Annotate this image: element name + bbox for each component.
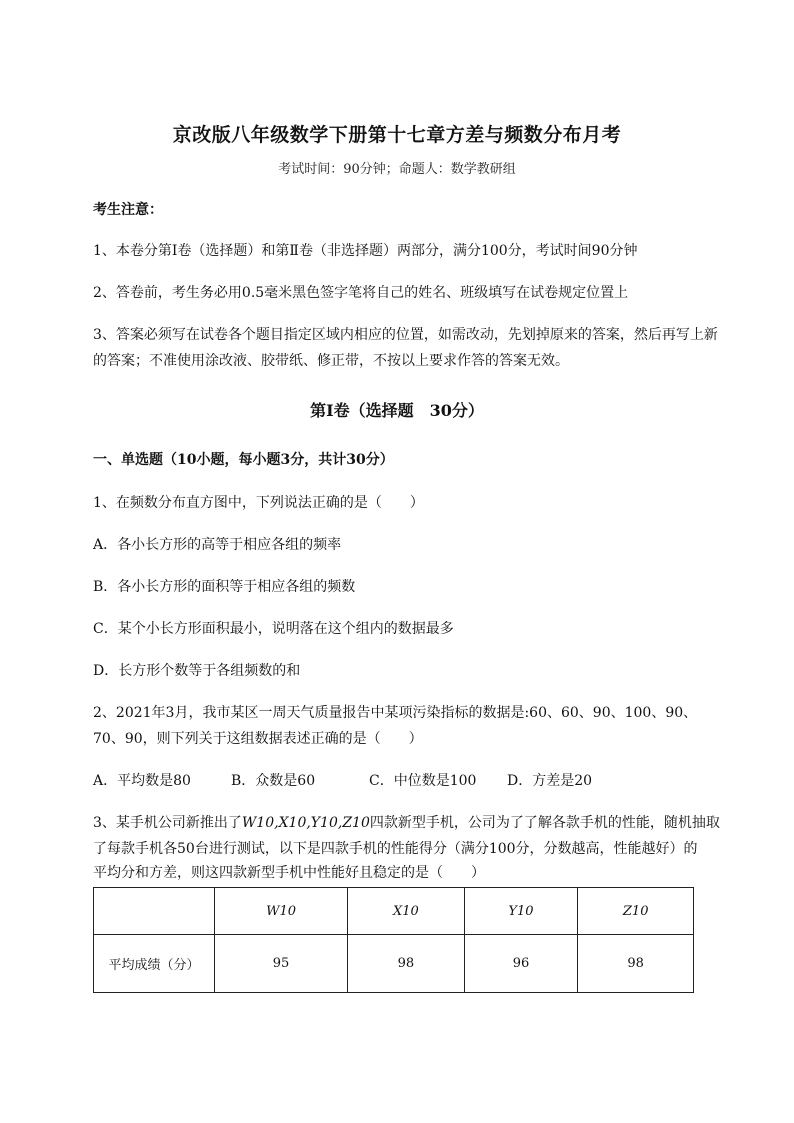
notice-heading: 考生注意： <box>93 202 163 218</box>
q1-option-b: B．各小长方形的面积等于相应各组的频数 <box>93 579 356 595</box>
q2-options <box>93 768 592 794</box>
table-cell: 95 <box>215 935 348 993</box>
q3-stem-suffix: 四款新型手机，公司为了了解各款手机的性能，随机抽取 <box>369 815 720 831</box>
table-header-cell: W10 <box>215 888 348 935</box>
q3-stem-models: W10,X10,Y10,Z10 <box>241 815 370 831</box>
table-header-cell <box>94 888 215 935</box>
section-title: 第I卷（选择题 30分） <box>310 401 484 420</box>
exam-title: 京改版八年级数学下册第十七章方差与频数分布月考 <box>172 124 622 146</box>
table-row-label: 平均成绩（分） <box>94 935 215 993</box>
q3-stem-line2: 了每款手机各50台进行测试，以下是四款手机的性能得分（满分100分，分数越高，性能越好）的 <box>93 841 698 857</box>
q3-score-table <box>93 887 694 993</box>
q3-stem-prefix: 3、某手机公司新推出了 <box>93 815 242 831</box>
table-cell: 98 <box>578 935 694 993</box>
table-header-cell: Y10 <box>464 888 578 935</box>
table-cell: 96 <box>464 935 578 993</box>
q2-option-c: C．中位数是100 <box>369 773 477 789</box>
q2-option-b: B．众数是60 <box>231 773 316 789</box>
exam-subtitle: 考试时间：90分钟；命题人：数学教研组 <box>278 162 516 177</box>
table-header-cell: Z10 <box>578 888 694 935</box>
q1-option-a: A．各小长方形的高等于相应各组的频率 <box>93 537 342 553</box>
table-row <box>94 935 694 993</box>
notice-item-3: 3、答案必须写在试卷各个题目指定区域内相应的位置，如需改动，先划掉原来的答案，然后再写上新 <box>93 327 718 343</box>
table-header-cell: X10 <box>348 888 464 935</box>
q2-stem-line2: 70、90，则下列关于这组数据表述正确的是（ ） <box>93 731 423 747</box>
q1-stem: 1、在频数分布直方图中，下列说法正确的是（ ） <box>93 495 424 511</box>
notice-item-1: 1、本卷分第I卷（选择题）和第Ⅱ卷（非选择题）两部分，满分100分，考试时间90分钟 <box>93 243 638 259</box>
table-cell: 98 <box>348 935 464 993</box>
q3-stem-line1 <box>93 810 733 836</box>
notice-item-2: 2、答卷前，考生务必用0.5毫米黑色签字笔将自己的姓名、班级填写在试卷规定位置上 <box>93 285 629 301</box>
table-header-row <box>94 888 694 935</box>
notice-item-3-cont: 的答案；不准使用涂改液、胶带纸、修正带，不按以上要求作答的答案无效。 <box>93 353 569 369</box>
part-heading: 一、单选题（10小题，每小题3分，共计30分） <box>93 452 394 468</box>
q3-stem-line3: 平均分和方差，则这四款新型手机中性能好且稳定的是（ ） <box>93 865 485 881</box>
q2-option-a: A．平均数是80 <box>93 773 191 789</box>
q2-stem-line1: 2、2021年3月，我市某区一周天气质量报告中某项污染指标的数据是:60、60、90、100、90、 <box>93 705 698 721</box>
q2-option-d: D．方差是20 <box>507 773 593 789</box>
q1-option-c: C．某个小长方形面积最小，说明落在这个组内的数据最多 <box>93 621 454 637</box>
q1-option-d: D．长方形个数等于各组频数的和 <box>93 663 301 679</box>
